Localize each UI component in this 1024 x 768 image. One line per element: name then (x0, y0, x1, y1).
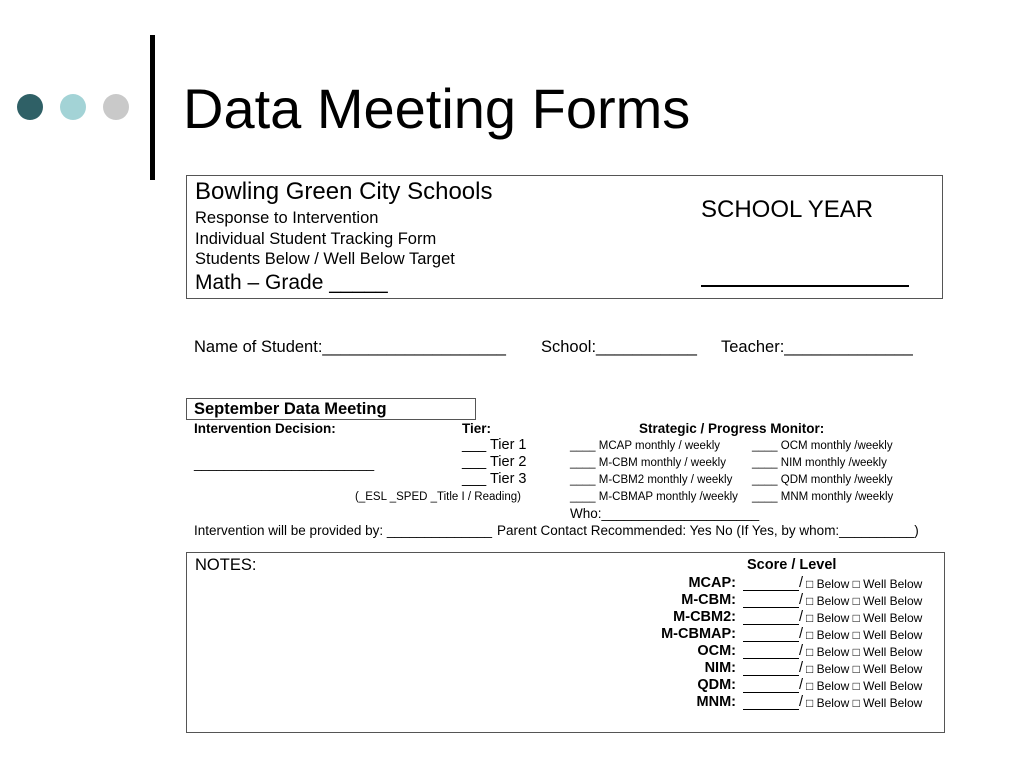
measure-label: QDM: (697, 677, 736, 693)
monitor-qdm: ____ QDM monthly /weekly (752, 474, 893, 486)
intervention-decision-label: Intervention Decision: (194, 421, 336, 436)
header-line: Students Below / Well Below Target (195, 250, 455, 268)
title-divider (150, 35, 155, 180)
school-year-label: SCHOOL YEAR (701, 196, 874, 223)
teacher-field: Teacher:______________ (721, 338, 913, 356)
tier-2-option: ___ Tier 2 (462, 454, 527, 470)
level-checkbox-options: □ Below □ Well Below (806, 696, 923, 710)
measure-label: M-CBMAP: (661, 626, 736, 642)
bullet-dot-light (60, 94, 86, 120)
measure-label: MCAP: (688, 575, 736, 591)
score-separator: / (799, 626, 804, 642)
slide-title: Data Meeting Forms (183, 77, 691, 140)
score-separator: / (799, 575, 804, 591)
form-header-box (186, 175, 943, 299)
student-name-field: Name of Student:____________________ (194, 338, 506, 356)
header-line: Response to Intervention (195, 209, 379, 227)
level-checkbox-options: □ Below □ Well Below (806, 645, 923, 659)
monitor-m-cbm2: ____ M-CBM2 monthly / weekly (570, 474, 733, 486)
score-blank (743, 641, 799, 642)
score-separator: / (799, 677, 804, 693)
level-checkbox-options: □ Below □ Well Below (806, 611, 923, 625)
subject-grade-line: Math – Grade _____ (195, 271, 388, 294)
september-title-box (186, 398, 476, 420)
measure-label: NIM: (704, 660, 736, 676)
measure-label: M-CBM: (681, 592, 736, 608)
level-checkbox-options: □ Below □ Well Below (806, 662, 923, 676)
level-checkbox-options: □ Below □ Well Below (806, 577, 923, 591)
score-separator: / (799, 660, 804, 676)
monitor-ocm: ____ OCM monthly /weekly (752, 440, 893, 452)
school-field: School:___________ (541, 338, 697, 356)
tier-3-option: ___ Tier 3 (462, 471, 527, 487)
notes-label: NOTES: (195, 556, 257, 574)
monitor-mnm: ____ MNM monthly /weekly (752, 491, 894, 503)
level-checkbox-options: □ Below □ Well Below (806, 628, 923, 642)
measure-label: MNM: (696, 694, 736, 710)
level-checkbox-options: □ Below □ Well Below (806, 594, 923, 608)
score-separator: / (799, 694, 804, 710)
score-blank (743, 709, 799, 710)
tier-label: Tier: (462, 421, 492, 436)
score-separator: / (799, 609, 804, 625)
score-level-header: Score / Level (747, 557, 837, 573)
tier-1-option: ___ Tier 1 (462, 437, 527, 453)
score-blank (743, 658, 799, 659)
monitor-mcap: ____ MCAP monthly / weekly (570, 440, 720, 452)
bullet-dot-gray (103, 94, 129, 120)
score-separator: / (799, 643, 804, 659)
measure-label: M-CBM2: (673, 609, 736, 625)
score-blank (743, 590, 799, 591)
parent-contact-field: Parent Contact Recommended: Yes No (If Yes, by whom:__________) (497, 523, 919, 538)
score-blank (743, 675, 799, 676)
bullet-dot-dark (17, 94, 43, 120)
monitor-m-cbm: ____ M-CBM monthly / weekly (570, 457, 726, 469)
strategic-monitor-label: Strategic / Progress Monitor: (639, 421, 825, 436)
school-name: Bowling Green City Schools (195, 178, 493, 205)
score-blank (743, 692, 799, 693)
level-checkbox-options: □ Below □ Well Below (806, 679, 923, 693)
score-blank (743, 624, 799, 625)
score-blank (743, 607, 799, 608)
who-field: Who:_____________________ (570, 506, 760, 521)
score-separator: / (799, 592, 804, 608)
notes-box (186, 552, 945, 733)
school-year-blank (701, 285, 909, 287)
provided-by-field: Intervention will be provided by: ______________ (194, 523, 492, 538)
september-title: September Data Meeting (194, 400, 387, 418)
header-line: Individual Student Tracking Form (195, 230, 437, 248)
program-note: (_ESL _SPED _Title I / Reading) (355, 491, 521, 503)
monitor-m-cbmap: ____ M-CBMAP monthly /weekly (570, 491, 738, 503)
monitor-nim: ____ NIM monthly /weekly (752, 457, 887, 469)
intervention-decision-line: ________________________ (194, 456, 375, 471)
measure-label: OCM: (697, 643, 736, 659)
